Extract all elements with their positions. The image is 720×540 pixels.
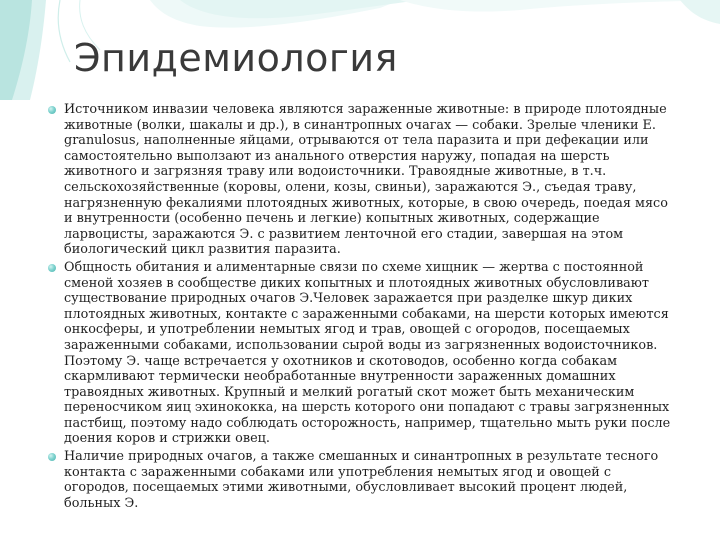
bullet-item xyxy=(46,449,678,511)
circle-bullet-icon xyxy=(48,453,56,461)
bullet-text: Наличие природных очагов, а также смешанных и синантропных в результате тесного контакта с зараженными собаками или употребления немытых ягод и овощей с огородов, посещаемых этими животными, обусловливает высокий процент людей, больных Э. xyxy=(64,449,659,511)
bullet-item xyxy=(46,260,678,447)
bullet-text: Общность обитания и алиментарные связи по схеме хищник — жертва с постоянной сменой хозяев в сообществе диких копытных и плотоядных животных обусловливают существование природных очагов Э.Человек заражается при разделке шкур диких плотоядных животных, контакте с зараженными собаками, на шерсти которых имеются онкосферы, и употреблении немытых ягод и трав, овощей с огородов, посещаемых зараженными собаками, использовании сырой воды из загрязненных водоисточников. Поэтому Э. чаще встречается у охотников и скотоводов, особенно когда собакам скармливают термически необработанные внутренности зараженных домашних травоядных животных. Крупный и мелкий рогатый скот может быть механическим переносчиком яиц эхинококка, на шерсть которого они попадают с травы загрязненных пастбищ, поэтому надо соблюдать осторожность, например, тщательно мыть руки после доения коров и стрижки овец. xyxy=(64,259,671,447)
circle-bullet-icon xyxy=(48,264,56,272)
slide-title: Эпидемиология xyxy=(74,36,398,80)
bullet-text: Источником инвазии человека являются зараженные животные: в природе плотоядные животные (волки, шакалы и др.), в синантропных очагах — собаки. Зрелые членики E. granulosus, наполненные яйцами, отрываются от тела паразита и при дефекации или самостоятельно выползают из анального отверстия наружу, попадая на шерсть животного и загрязняя траву или водоисточники. Травоядные животные, в т.ч. сельскохозяйственные (коровы, олени, козы, свиньи), заражаются Э., съедая траву, нагрязненную фекалиями плотоядных животных, которые, в свою очередь, поедая мясо и внутренности (особенно печень и легкие) копытных животных, содержащие ларвоцисты, заражаются Э. с развитием ленточной его стадии, завершая на этом биологический цикл развития паразита. xyxy=(64,102,668,258)
bullet-list xyxy=(46,102,678,513)
circle-bullet-icon xyxy=(48,106,56,114)
bullet-item xyxy=(46,102,678,258)
